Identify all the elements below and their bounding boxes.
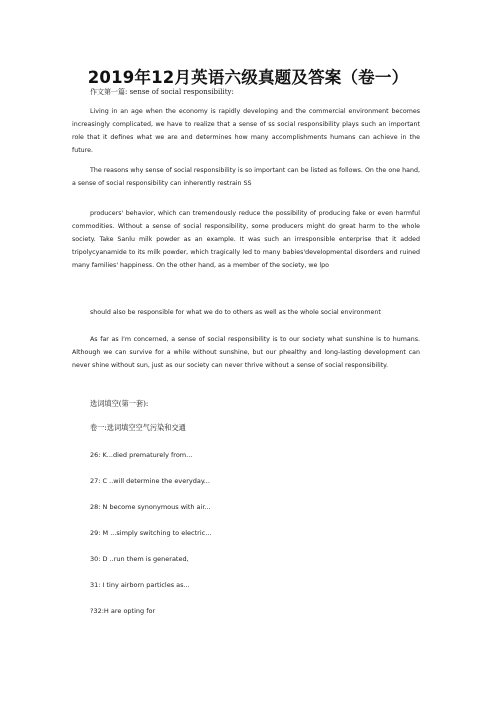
answer-item: 28: N become synonymous with air... (90, 503, 211, 511)
answer-item: ?32:H are opting for (90, 607, 156, 615)
answer-item: 27: C ..will determine the everyday... (90, 477, 210, 485)
section-heading-cloze: 选词填空(第一套): (90, 399, 149, 408)
document-title: 2019年12月英语六级真题及答案（卷一） (87, 68, 409, 87)
answer-item: 29: M ...simply switching to electric... (90, 529, 212, 537)
section-heading-topic: 卷一:选词填空空气污染和交通 (90, 423, 186, 432)
answer-item: 31: I tiny airborn particles as... (90, 581, 190, 589)
paragraph-4: should also be responsible for what we do to others as well as the whole social environment (90, 309, 381, 316)
paragraph-5: As far as I'm concerned, a sense of social responsibility is to our society what sunshine is to humans. Although we can survive for a while without sunshine, but our phealthy and long-lasting development can never shine without sun, just as our society can never thrive without a sense of social responsibility. (72, 336, 420, 369)
essay-label: 作文第一篇: sense of social responsibility: (90, 88, 234, 96)
paragraph-3: producers' behavior, which can tremendously reduce the possibility of producing fake or even harmful commodities. Without a sense of social responsibility, some producers might do great harm to the whole society. Take Sanlu milk powder as an example. It was such an irresponsible enterprise that it added tripolycyanamide to its milk powder, which tragically led to many babies'developmental disorders and ruined many families' happiness. On the other hand, as a member of the society, we lpo (72, 210, 420, 269)
answer-item: 30: D ..run them is generated, (90, 555, 189, 563)
paragraph-2: The reasons why sense of social responsibility is so important can be listed as follows. On the one hand, a sense of social responsibility can inherently restrain SS (72, 167, 420, 187)
answer-item: 26: K...died prematurely from... (90, 451, 193, 459)
paragraph-1: Living in an age when the economy is rapidly developing and the commercial environment becomes increasingly complicated, we have to realize that a sense of ss social responsibility plays such an important role that it defines what we are and determines how many accomplishments humans can achieve in the future. (72, 108, 420, 154)
